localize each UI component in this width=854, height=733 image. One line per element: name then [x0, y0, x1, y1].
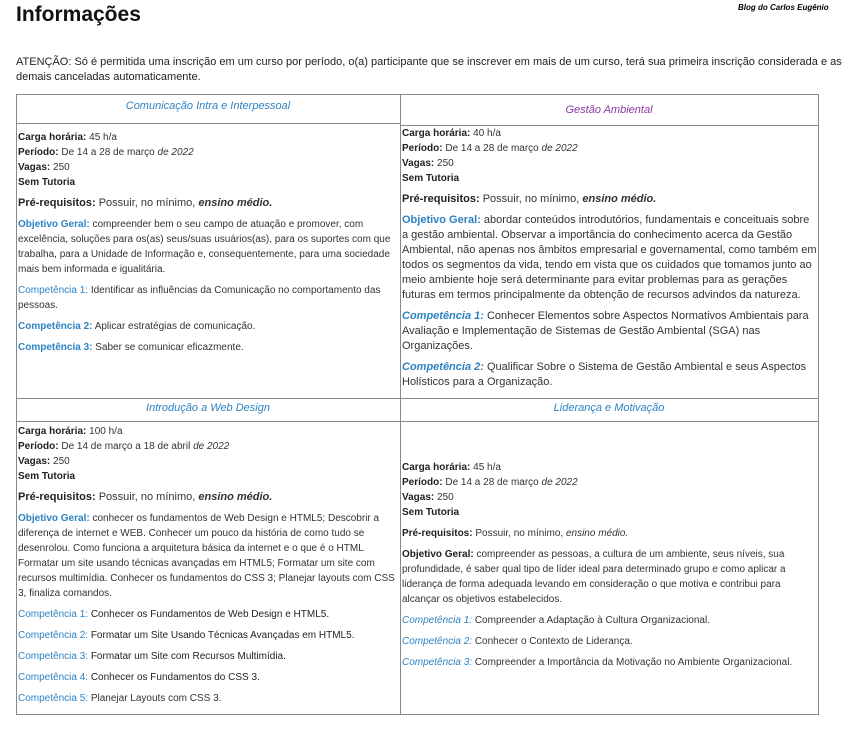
course-header — [17, 399, 401, 422]
competencia-label: Competência 1: — [18, 609, 89, 620]
carga-value: 100 h/a — [89, 426, 123, 437]
objetivo-text: compreender bem o seu campo de atuação e promover, com excelência, soluções para os(as) seus/suas usuários(as), para os suportes com que trabalha, para a Unidade de Informação e, consequentemente, para uma sociedade mais bem informada e igualitária. — [18, 219, 391, 275]
tutoria-label: Sem Tutoria — [18, 177, 76, 188]
competencia-label: Competência 2: — [402, 636, 473, 647]
page-title: Informações — [16, 3, 141, 26]
competencia-label: Competência 2: — [402, 361, 484, 373]
carga-value: 40 h/a — [473, 128, 501, 139]
carga-value: 45 h/a — [473, 462, 501, 473]
carga-label: Carga horária: — [402, 128, 471, 139]
vagas-label: Vagas: — [18, 162, 51, 173]
tutoria-label: Sem Tutoria — [18, 471, 76, 482]
objetivo-label: Objetivo Geral: — [18, 219, 90, 230]
vagas-value: 250 — [53, 456, 70, 467]
notice-text: ATENÇÃO: Só é permitida uma inscrição em um curso por período, o(a) participante que se inscrever em mais de um curso, terá sua primeira inscrição considerada e as demais canceladas automaticamente. — [16, 56, 842, 83]
prereq-label: Pré-requisitos: — [18, 197, 96, 209]
objetivo-text: abordar conteúdos introdutórios, fundamentais e conceituais sobre a gestão ambiental. Observar a importância do conhecimento acerca da Gestão Ambiental, não apenas nos âmbitos empresarial e governamental, como também em todos os segmentos da vida, tendo em vista que os cuidados que tomamos junto ao meio ambiente hoje será determinante para evitar problemas para as gerações futuras em termos principalmente da obtenção de recursos advindos da natureza. — [402, 214, 817, 301]
table-row — [17, 422, 819, 715]
course-title[interactable]: Comunicação Intra e Interpessoal — [125, 100, 291, 112]
prereq-text: Possuir, no mínimo, — [98, 491, 196, 503]
competencia-text: Qualificar Sobre o Sistema de Gestão Ambiental e seus Aspectos Holísticos para a Organização. — [402, 361, 807, 388]
periodo-year: de 2022 — [193, 441, 230, 452]
prereq-level: ensino médio. — [565, 528, 629, 539]
vagas-value: 250 — [437, 158, 454, 169]
vagas-value: 250 — [437, 492, 454, 503]
blog-tag: Blog do Carlos Eugênio — [738, 3, 829, 12]
course-cell — [17, 124, 401, 399]
periodo-year: de 2022 — [157, 147, 194, 158]
periodo-label: Período: — [18, 441, 59, 452]
tutoria-label: Sem Tutoria — [402, 507, 460, 518]
competencia-text: Aplicar estratégias de comunicação. — [94, 321, 256, 332]
competencia-text: Formatar um Site Usando Técnicas Avançadas em HTML5. — [90, 630, 355, 641]
course-title[interactable]: Liderança e Motivação — [553, 402, 665, 414]
competencia-label: Competência 1: — [18, 285, 89, 296]
carga-value: 45 h/a — [89, 132, 117, 143]
competencia-label: Competência 3: — [402, 657, 473, 668]
competencia-text: Saber se comunicar eficazmente. — [95, 342, 244, 353]
periodo-label: Período: — [402, 143, 443, 154]
periodo-value: De 14 a 28 de março — [445, 143, 539, 154]
prereq-label: Pré-requisitos: — [18, 491, 96, 503]
competencia-text: Identificar as influências da Comunicação no comportamento das pessoas. — [18, 285, 381, 311]
prereq-text: Possuir, no mínimo, — [98, 197, 196, 209]
prereq-text: Possuir, no mínimo, — [482, 193, 580, 205]
periodo-value: De 14 a 28 de março — [61, 147, 155, 158]
competencia-label: Competência 1: — [402, 310, 484, 322]
competencia-text: Formatar um Site com Recursos Multimídia. — [90, 651, 286, 662]
periodo-label: Período: — [18, 147, 59, 158]
course-header — [401, 399, 819, 422]
objetivo-text: conhecer os fundamentos de Web Design e HTML5; Descobrir a diferença de internet e WEB. Conhecer um pouco da história de como tudo se desenrolou. Como funciona a arquitetura básica da internet e o que é o HTML Formatar um site usando técnicas avançadas em HTML5; Formatar um site com recursos multimídia. Conhecer os fundamentos do CSS 3; Planejar layouts com CSS 3, finaliza comandos. — [18, 513, 395, 599]
tutoria-label: Sem Tutoria — [402, 173, 460, 184]
vagas-value: 250 — [53, 162, 70, 173]
course-cell — [401, 422, 819, 715]
table-row — [17, 399, 819, 422]
objetivo-label: Objetivo Geral: — [402, 214, 481, 226]
course-title[interactable]: Introdução a Web Design — [146, 402, 270, 414]
competencia-text: Compreender a Importância da Motivação no Ambiente Organizacional. — [474, 657, 793, 668]
competencia-label: Competência 2: — [18, 630, 89, 641]
course-header — [17, 95, 401, 124]
competencia-text: Conhecer Elementos sobre Aspectos Normativos Ambientais para Avaliação e Implementação de Sistemas de Gestão Ambiental (SGA) nas Organizações. — [402, 310, 809, 352]
course-cell — [17, 422, 401, 715]
competencia-text: Planejar Layouts com CSS 3. — [90, 693, 222, 704]
competencia-label: Competência 4: — [18, 672, 89, 683]
competencia-label: Competência 3: — [18, 651, 89, 662]
prereq-text: Possuir, no mínimo, — [475, 528, 564, 539]
competencia-label: Competência 1: — [402, 615, 473, 626]
competencia-text: Conhecer o Contexto de Liderança. — [474, 636, 633, 647]
competencia-label: Competência 3: — [18, 342, 93, 353]
periodo-label: Período: — [402, 477, 443, 488]
objetivo-text: compreender as pessoas, a cultura de um ambiente, seus níveis, sua profundidade, é saber qual tipo de líder ideal para determinado grupo e como aplicar a liderança de forma adequada levando em consideração o que motiva e contribui para alcançar os objetivos estabelecidos. — [402, 549, 786, 605]
vagas-label: Vagas: — [402, 492, 435, 503]
prereq-label: Pré-requisitos: — [402, 193, 480, 205]
prereq-level: ensino médio. — [198, 491, 273, 503]
competencia-text: Conhecer os Fundamentos de Web Design e HTML5. — [90, 609, 330, 620]
table-row — [17, 95, 819, 124]
course-title[interactable]: Gestão Ambiental — [565, 104, 653, 116]
courses-table — [16, 94, 819, 715]
carga-label: Carga horária: — [18, 132, 87, 143]
prereq-label: Pré-requisitos: — [402, 528, 473, 539]
competencia-label: Competência 5: — [18, 693, 89, 704]
carga-label: Carga horária: — [18, 426, 87, 437]
prereq-level: ensino médio. — [582, 193, 657, 205]
competencia-text: Compreender a Adaptação à Cultura Organizacional. — [474, 615, 710, 626]
competencia-label: Competência 2: — [18, 321, 93, 332]
objetivo-label: Objetivo Geral: — [402, 549, 474, 560]
vagas-label: Vagas: — [402, 158, 435, 169]
prereq-level: ensino médio. — [198, 197, 273, 209]
objetivo-label: Objetivo Geral: — [18, 513, 90, 524]
carga-label: Carga horária: — [402, 462, 471, 473]
periodo-year: de 2022 — [541, 143, 578, 154]
periodo-value: De 14 de março a 18 de abril — [61, 441, 191, 452]
periodo-value: De 14 a 28 de março — [445, 477, 539, 488]
course-cell — [401, 95, 819, 399]
periodo-year: de 2022 — [541, 477, 578, 488]
competencia-text: Conhecer os Fundamentos do CSS 3. — [90, 672, 260, 683]
vagas-label: Vagas: — [18, 456, 51, 467]
